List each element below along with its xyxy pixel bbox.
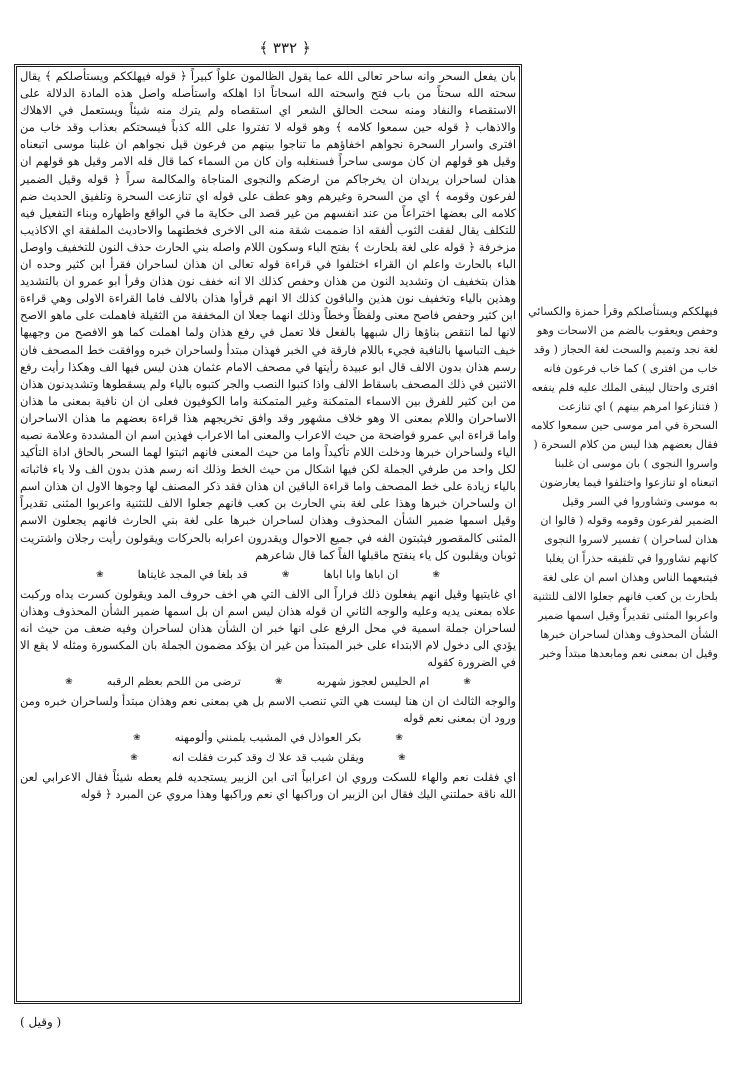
star-ornament-icon: ❀: [281, 569, 290, 580]
verse-hemistich: بكر العواذل في المشيب يلمنني وألومهنه: [174, 731, 362, 745]
verse-hemistich: ام الحليس لعجوز شهربه: [316, 675, 430, 689]
star-ornament-icon: ❀: [274, 677, 283, 688]
verse-line: [20, 566, 516, 584]
commentary-paragraph: بان يفعل السحر وانه ساحر تعالى الله عما يقول الظالمون علواً كبيراً ﴿ قوله فيهلككم ويستأصلكم ﴾ يقال سحته الله سحتاً من باب فتح واسحته الله اسحاتاً اذا اهلكه واستأصله واصل هذه المادة الدلالة على الاستقصاء والنفاد ومنه سحت الحالق الشعر اي استقصاه ولم يترك منه شيئاً ويستعمل في الاهلاك والاذهاب ﴿ قوله حين سمعوا كلامه ﴾ وهو قوله لا تفتروا على الله كذباً فيسحتكم بعذاب وقد خاب من افترى واسرار السحرة نجواهم اخفاؤهم ما تناجوا بينهم من فرعون قيل نجواهم ان غلبنا موسى اتبعناه وقيل هو قولهم ان كان موسى ساحراً فسنغلبه وان كان من السماء كما قال فله الامر وقيل هو قولهم ان هذان لساحران يريدان ان يخرجاكم من ارضكم والنجوى المناجاة والمكالمة سراً ﴿ قوله وقيل الضمير لفرعون وقومه ﴾ اي من السحرة وغيرهم وهو عطف على قوله اي تنازعت السحرة وتلفيق الحديث ضم كلامه الى بعضها اختراعاً من عند انفسهم من غير قصد الى حكاية ما في الواقع واظهاره وبناء التفعيل فيه للتكلف يقال لفقت الثوب ألفقه اذا ضممت شقة منه الى الاخرى فخطتهما والاحاديث الملفقة اي الاكاذيب مزخرفة ﴿ قوله على لغة بلحارث ﴾ بفتح الباء وسكون اللام واصله بني الحارث حذف النون للتخفيف واوصل الباء بالحارث واعلم ان القراء اختلفوا في قراءة قوله تعالى ان هذان لساحران فقرأ ابن كثير وحده ان هذان بتخفيف ان وتشديد النون من هذان وحفص كذلك الا انه خفف نون هذان وقرأ ابو عمرو ان بالتشديد وهذين بالياء وتخفيف نون هذين والباقون كذلك الا انهم قرأوا هذان بالالف فاما القراءة الاولى وهي قراءة ابن كثير وحفص فاصح معنى ولفظاً وخطاً وذلك انهما جعلا ان المخففة من الثقيلة فاهملت على ماهو الاصح لانها لما انتقص بناؤها زال شبهها بالفعل فلا تعمل في رفع هذان ولما اهملت كما هو الافصح من وجهيها خيف التباسها بالنافية فجيء باللام فارقة في الخبر فهذان مبتدأ ولساحران خبره ووافقت خط المصحف فان رسم هذان بدون الالف قال ابو عبيدة رأيتها في مصحف الامام عثمان هذن ليس فيها الف وهكذا رأيت رفع الاثنين في ذلك المصحف باسقاط الالف واذا كتبوا النصب والجر كتبوه بالياء ولم يسقطوها وتشديدنون هذان من ابن كثير للفرق بين الاسماء المتمكنة وغير المتمكنة واما الكوفيون فعلى ان ان نافية بمعنى ما هذان الاساحران واللام بمعنى الا وهو خلاف مشهور وقد وافق تخريجهم هذا قراءة بعضهم ما هذان الاساحران واما قراءة ابي عمرو فواضحة من حيث الاعراب والمعنى اما الاعراب فهذين اسم ان المشددة وعلامة نصبه الياء ولساحران خبرها ودخلت اللام تأكيداً واما من حيث المعنى فانهم اثبتوا لهما السحر بالحاق اداة التأكيد لكل واحد من طرفي الجملة لكن فيها اشكال من حيث الخط وذلك انه رسم هذن بدون الف ولا ياء فاثباته بالياء زيادة على خط المصحف واما قراءة الباقين ان هذان فقد ذكر المصنف لها وجوها الاول ان هذان اسم ان ولساحران خبرها وهذا على لغة بني الحارث بن كعب فانهم جعلوا الالف للتثنية واعربوا المثنى تقديراً وقيل اسمها ضمير الشأن المحذوف وهذان لساحران خبرها على لغة بني الحارث فانهم يجعلون الاسم المثنى كالمقصور فيثبتون الفه في جميع الاحوال ويقدرون اعرابه بالحركات ويقولون رأيت رجلان واشتريت ثوبان ويقلبون كل ياء ينفتح ماقبلها الفاً كما قال شاعرهم: [20, 69, 516, 562]
star-ornament-icon: ❀: [398, 753, 406, 764]
verse-line: [20, 729, 516, 747]
star-ornament-icon: ❀: [395, 733, 403, 744]
verse-hemistich: قد بلغا في المجد غايتاها: [137, 567, 248, 581]
verse-hemistich: ان اباها وابا اباها: [323, 567, 399, 581]
margin-note: فيهلككم ويستأصلكم وقرأ حمزة والكسائي وحفص ويعقوب بالضم من الاسحات وهو لغة نجد وتميم والسحت لغة الحجاز ( وقد خاب من افترى ) كما خاب فرعون فانه افترى واحتال ليبقى الملك عليه فلم ينفعه ( فتنازعوا امرهم بينهم ) اي تنازعت السحرة في امر موسى حين سمعوا كلامه فقال بعضهم هذا ليس من كلام السحرة ( واسروا النجوى ) بان موسى ان غلبنا اتبعناه او تنازعوا واختلفوا فيما يعارضون به موسى وتشاوروا في السر وقيل الضمير لفرعون وقومه وقوله ( قالوا ان هذان لساحران ) تفسير لاسروا النجوى كانهم تشاوروا في تلفيقه حذراً ان يغلبا فيتبعهما الناس وهذان اسم ان على لغة بلحارث بن كعب فانهم جعلوا الالف للتثنية واعربوا المثنى تقديراً وقيل اسمها ضمير الشأن المحذوف وهذان لساحران خبرها وقيل ان بمعنى نعم ومابعدها مبتدأ وخبر: [528, 305, 718, 660]
commentary-paragraph: اي فقلت نعم والهاء للسكت وروي ان اعرابياً اتى ابن الزبير يستجديه فلم يعطه شيئاً فقال الاعرابي لعن الله ناقة حملتني اليك فقال ابن الزبير ان وراكبها اي نعم وراكبها وهذا مروي عن المبرد ﴿ قوله: [20, 770, 516, 802]
star-ornament-icon: ❀: [133, 733, 141, 744]
star-ornament-icon: ❀: [130, 753, 138, 764]
verse-line: [20, 749, 516, 767]
commentary-paragraph: اي غايتيها وقيل انهم يفعلون ذلك فراراً الى الالف التي هي اخف حروف المد ويقولون كسرت يداه وركبت علاه بمعنى يديه وعليه والوجه الثاني ان قوله هذان ليس اسم ان بل اسمها ضمير الشأن المحذوف وهذان لساحران جملة اسمية في محل الرفع على انها خبر ان الشأن هذان لساحران وفيه ضعف من حيث انه يؤدي الى دخول لام الابتداء على خبر المبتدأ من غير ان يؤكد مضمون الجملة بان المكسورة ومثله لا يقع الا في الضرورة كقوله: [20, 586, 516, 670]
star-ornament-icon: ❀: [463, 677, 471, 688]
star-ornament-icon: ❀: [432, 569, 440, 580]
verse-hemistich: ويقلن شيب قد علا ك وقد كبرت فقلت انه: [171, 751, 365, 765]
commentary-paragraph: والوجه الثالث ان ان هنا ليست هي التي تنصب الاسم بل هي بمعنى نعم وهذان مبتدأ ولساحران خبره ومن ورود ان بمعنى نعم قوله: [20, 694, 516, 726]
star-ornament-icon: ❀: [65, 677, 73, 688]
catchword: ( وقيل ): [20, 1015, 62, 1029]
verse-line: [20, 673, 516, 691]
page-number: ﴿ ٣٣٢ ﴾: [259, 39, 311, 57]
main-commentary: [20, 68, 516, 998]
star-ornament-icon: ❀: [96, 569, 104, 580]
verse-hemistich: ترضى من اللحم بعظم الرقبه: [106, 675, 241, 689]
